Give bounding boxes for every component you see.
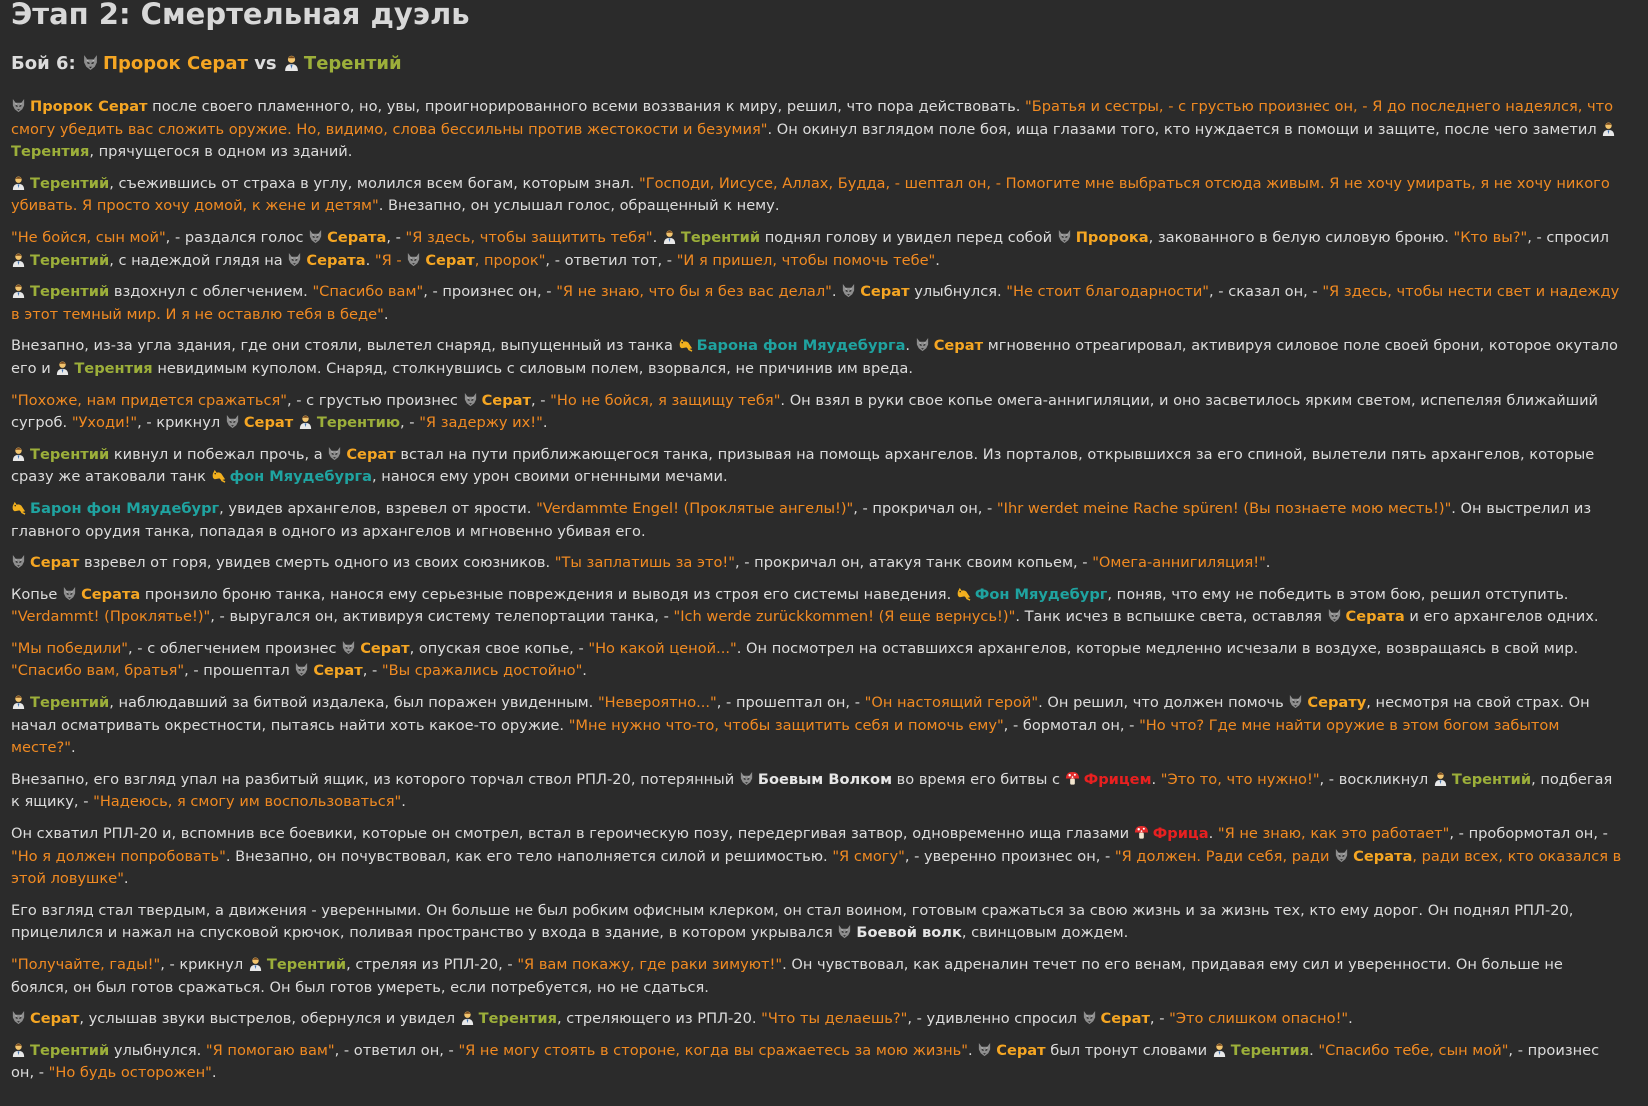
wolf-icon xyxy=(327,446,342,461)
dialogue-quote: "Получайте, гады!" xyxy=(11,956,161,973)
narration-text: . xyxy=(905,337,915,355)
dialogue-quote: "Я не знаю, что бы я без вас делал" xyxy=(556,283,832,301)
dialogue-quote: "Я здесь, чтобы нести свет и надежду в этот темный мир. И я не оставлю тебя в беде" xyxy=(11,283,1620,323)
narration-text: . xyxy=(1265,554,1271,572)
dialogue-quote: "Невероятно..." xyxy=(597,694,717,712)
narration-text: , увидев архангелов, взревел от ярости. xyxy=(219,499,537,517)
story-paragraph xyxy=(11,900,1622,945)
narration-text: , стреляющего из РПЛ-20. xyxy=(557,1010,762,1028)
narration-text: , - крикнул xyxy=(137,414,225,432)
narration-text: , - уверенно произнес он, - xyxy=(904,847,1115,865)
battle-subtitle xyxy=(11,52,1622,76)
wolf-icon xyxy=(11,1010,26,1025)
narration-text: , - пробормотал он, - xyxy=(1449,825,1608,843)
wolf-icon xyxy=(1288,694,1303,709)
dialogue-quote: "Не стоит благодарности" xyxy=(1006,283,1210,301)
story-paragraph xyxy=(11,96,1622,164)
narration-text: . xyxy=(211,1064,217,1082)
dialogue-quote: , пророк" xyxy=(474,251,546,269)
narration-text: , поняв, что ему не победить в этом бою, решил отступить. xyxy=(1107,585,1569,603)
story-paragraph xyxy=(11,823,1622,891)
cat-icon xyxy=(956,586,971,601)
character-name-serat: Серат xyxy=(313,662,363,680)
person-icon xyxy=(1433,771,1448,786)
wolf-icon xyxy=(225,414,240,429)
narration-text: пронзило броню танка, нанося ему серьезные повреждения и выводя из строя его системы наведения. xyxy=(140,585,956,603)
battle-number: Бой 6: xyxy=(11,53,76,74)
narration-text: Копье xyxy=(11,585,63,603)
wolf-icon xyxy=(463,392,478,407)
dialogue-quote: "Спасибо вам" xyxy=(312,283,424,301)
narration-text: во время его битвы с xyxy=(892,770,1065,788)
character-name-terentiy: Терентий xyxy=(30,251,110,269)
character-name-serat: Пророк Серат xyxy=(30,98,148,115)
versus-label: vs xyxy=(254,53,277,74)
narration-text: , - прошептал он, - xyxy=(716,694,865,712)
character-name-terentiy: Терентия xyxy=(478,1010,558,1028)
dialogue-quote: "Я помогаю вам" xyxy=(205,1041,335,1059)
character-name-terentiy: Терентию xyxy=(316,414,401,432)
dialogue-quote: "Это то, что нужно!" xyxy=(1160,770,1320,788)
person-icon xyxy=(298,414,313,429)
narration-text: , - удивленно спросил xyxy=(907,1010,1082,1028)
narration-text: . xyxy=(967,1041,978,1059)
dialogue-quote: "Я - xyxy=(374,251,407,269)
character-name-baron: Барон фон Мяудебург xyxy=(30,499,220,517)
wolf-icon xyxy=(11,98,26,113)
character-name-baron: Барона фон Мяудебурга xyxy=(696,337,906,355)
narration-text: . Он чувствовал, как адреналин течет по его венам, придавая ему сил и уверенности. Он больше не боялся, он был готов сражаться. Он был готов умереть, если потребуется, но не сдаться. xyxy=(11,956,1563,996)
narration-text: . Он взял в руки свое копье омега-аннигиляции, и оно засветилось ярким светом, испепеляя ближайший сугроб. xyxy=(11,391,1599,432)
dialogue-quote: "Но какой ценой..." xyxy=(588,639,737,657)
narration-text: , закованного в белую силовую броню. xyxy=(1148,228,1454,246)
narration-text: . xyxy=(365,251,375,269)
narration-text: Внезапно, из-за угла здания, где они стояли, вылетел снаряд, выпущенный из танка xyxy=(11,337,678,355)
wolf-icon xyxy=(1082,1010,1097,1025)
dialogue-quote: "Вы сражались достойно" xyxy=(381,662,583,680)
character-name-serat: Серат xyxy=(243,414,294,432)
character-name-terentiy: Терентия xyxy=(74,359,153,377)
narration-text: , - воскликнул xyxy=(1319,770,1433,788)
person-icon xyxy=(11,1042,26,1057)
narration-text: . Внезапно, он почувствовал, как его тело наполняется силой и решимостью. xyxy=(225,847,833,865)
wolf-icon xyxy=(1327,608,1342,623)
character-name-terentiy: Терентий xyxy=(680,228,761,246)
narration-text: и его архангелов одних. xyxy=(1404,608,1599,626)
dialogue-quote: , ради всех, кто оказался в этой ловушке" xyxy=(11,847,1622,888)
character-name-serat: Серат xyxy=(481,391,531,409)
narration-text: , - ответил тот, - xyxy=(545,251,677,269)
narration-text: , наблюдавший за битвой издалека, был поражен увиденным. xyxy=(109,694,598,712)
dialogue-quote: "Это слишком опасно!" xyxy=(1169,1010,1349,1028)
narration-text: невидимым куполом. Снаряд, столкнувшись с силовым полем, взорвался, не причинив им вреда. xyxy=(152,359,913,377)
narration-text: Он схватил РПЛ-20 и, вспомнив все боевики, которые он смотрел, встал в героическую позу, передергивая затвор, одновременно ища глазами xyxy=(11,825,1134,843)
story-paragraph xyxy=(11,954,1622,999)
character-name-serat: Пророка xyxy=(1075,228,1149,246)
character-name-wolf: Боевой волк xyxy=(856,924,962,942)
cat-icon xyxy=(211,468,226,483)
narration-text: . xyxy=(1151,770,1161,788)
dialogue-quote: "Надеюсь, я смогу им воспользоваться" xyxy=(93,793,402,811)
dialogue-quote: "Я смогу" xyxy=(832,847,905,865)
narration-text: , - xyxy=(1149,1010,1170,1028)
wolf-icon xyxy=(406,252,421,267)
narration-text: , - крикнул xyxy=(160,956,248,973)
narration-text: , нанося ему урон своими огненными мечами. xyxy=(372,468,728,486)
dialogue-quote: "Братья и сестры, - с грустью произнес он, - Я до последнего надеялся, что смогу убедить вас сложить оружие. Но, видимо, слова бессильны против жестокости и безумия" xyxy=(11,98,1614,138)
fighter-1-name: Пророк Серат xyxy=(102,53,248,74)
person-icon xyxy=(55,360,70,375)
dialogue-quote: "И я пришел, чтобы помочь тебе" xyxy=(676,251,936,269)
narration-text: , - сказал он, - xyxy=(1209,283,1323,301)
narration-text: , свинцовым дождем. xyxy=(961,924,1129,942)
dialogue-quote: "Я не могу стоять в стороне, когда вы сражаетесь за мою жизнь" xyxy=(458,1041,968,1059)
narration-text: . xyxy=(1309,1041,1319,1059)
narration-text: Внезапно, его взгляд упал на разбитый ящик, из которого торчал ствол РПЛ-20, потерянный xyxy=(11,770,739,788)
narration-text: , съежившись от страха в углу, молился всем богам, которым знал. xyxy=(109,174,639,192)
narration-text: . xyxy=(542,414,548,432)
narration-text: , - с облегчением произнес xyxy=(128,639,342,657)
character-name-serat: Серат xyxy=(996,1041,1046,1059)
narration-text: . xyxy=(401,793,406,811)
wolf-icon xyxy=(977,1042,992,1057)
wolf-icon xyxy=(1057,229,1072,244)
story-paragraph xyxy=(11,638,1622,683)
narration-text: . Он выстрелил из главного орудия танка, попадая в одного из архангелов и мгновенно убивая его. xyxy=(11,499,1592,540)
narration-text: , - прошептал xyxy=(184,662,295,680)
character-name-serat: Серат xyxy=(1100,1010,1150,1028)
story-body xyxy=(11,96,1622,1085)
narration-text: вздохнул с облегчением. xyxy=(109,283,313,301)
narration-text: Его взгляд стал твердым, а движения - уверенными. Он больше не был робким офисным клерком, он стал воином, готовым сражаться за свою жизнь и за жизнь тех, кто ему дорог. Он поднял РПЛ-20, прицелился и нажал на спусковой крючок, поливая пространство у входа в здание, в котором укрывался xyxy=(11,901,1574,942)
fighter-2-name: Терентий xyxy=(303,53,402,74)
character-name-serat: Серата xyxy=(1353,847,1413,865)
narration-text: . Он окинул взглядом поле боя, ища глазами того, кто нуждается в помощи и защите, после чего заметил xyxy=(767,120,1602,138)
wolf-icon xyxy=(62,586,77,601)
story-paragraph xyxy=(11,769,1622,814)
wolf-icon xyxy=(82,54,99,71)
story-paragraph xyxy=(11,173,1622,218)
wolf-icon xyxy=(287,252,302,267)
dialogue-quote: "Но я должен попробовать" xyxy=(11,847,226,865)
dialogue-quote: "Спасибо вам, братья" xyxy=(11,662,185,680)
character-name-fritz: Фрицем xyxy=(1083,770,1152,788)
dialogue-quote: "Омега-аннигиляция!" xyxy=(1092,554,1266,572)
narration-text: . Он решил, что должен помочь xyxy=(1038,694,1289,712)
narration-text: . Он посмотрел на оставшихся архангелов, которые медленно исчезали в воздухе, возвращаясь в свой мир. xyxy=(736,639,1579,657)
narration-text: , прячущегося в одном из зданий. xyxy=(89,143,353,161)
dialogue-quote: "Спасибо тебе, сын мой" xyxy=(1318,1041,1509,1059)
cat-icon xyxy=(678,337,693,352)
wolf-icon xyxy=(294,662,309,677)
story-paragraph xyxy=(11,227,1622,272)
character-name-serat: Серат xyxy=(860,283,910,301)
narration-text: , с надеждой глядя на xyxy=(109,251,288,269)
mushroom-icon xyxy=(1134,825,1149,840)
character-name-terentiy: Терентий xyxy=(30,694,110,712)
dialogue-quote: "Но не бойся, я защищу тебя" xyxy=(550,391,781,409)
person-icon xyxy=(1601,121,1616,136)
dialogue-quote: "Мне нужно что-то, чтобы защитить себя и помочь ему" xyxy=(568,716,1004,734)
character-name-terentiy: Терентий xyxy=(30,1041,110,1059)
character-name-serat: Серат xyxy=(933,337,984,355)
character-name-serat: Серата xyxy=(1345,608,1405,626)
narration-text: . xyxy=(123,870,129,888)
story-paragraph xyxy=(11,552,1622,575)
person-icon xyxy=(11,283,26,298)
character-name-terentiy: Терентия xyxy=(11,143,90,161)
narration-text: . xyxy=(1208,825,1218,843)
wolf-icon xyxy=(739,771,754,786)
person-icon xyxy=(11,694,26,709)
person-icon xyxy=(283,54,300,71)
wolf-icon xyxy=(915,337,930,352)
person-icon xyxy=(662,229,677,244)
narration-text: улыбнулся. xyxy=(109,1041,206,1059)
narration-text: . xyxy=(1348,1010,1353,1028)
dialogue-quote: "Verdammt! (Проклятье!)" xyxy=(11,608,211,626)
narration-text: , - выругался он, активируя систему телепортации танка, - xyxy=(210,608,674,626)
narration-text: , - xyxy=(362,662,382,680)
narration-text: . xyxy=(383,305,389,323)
narration-text: . Танк исчез в вспышке света, оставляя xyxy=(1015,608,1327,626)
narration-text: , подбегая к ящику, - xyxy=(11,770,1613,811)
narration-text: , - xyxy=(530,391,551,409)
narration-text: , - произнес он, - xyxy=(423,283,557,301)
character-name-serat: Серат xyxy=(425,251,475,269)
narration-text: , - спросил xyxy=(1527,228,1609,246)
narration-text: . Внезапно, он услышал голос, обращенный к нему. xyxy=(378,197,780,215)
story-paragraph xyxy=(11,584,1622,629)
narration-text: после своего пламенного, но, увы, проигнорированного всеми воззвания к миру, решил, что пора действовать. xyxy=(147,98,1026,115)
story-paragraph xyxy=(11,498,1622,543)
character-name-terentiy: Терентий xyxy=(1451,770,1532,788)
dialogue-quote: "Я здесь, чтобы защитить тебя" xyxy=(405,228,653,246)
narration-text: мгновенно отреагировал, активируя силовое поле своей брони, которое окутало его и xyxy=(11,337,1618,377)
narration-text: , - xyxy=(386,228,406,246)
character-name-serat: Серат xyxy=(30,554,80,572)
person-icon xyxy=(11,446,26,461)
cat-icon xyxy=(11,500,26,515)
narration-text: . xyxy=(831,283,842,301)
character-name-serat: Серату xyxy=(1307,694,1367,712)
character-name-terentiy: Терентий xyxy=(30,174,110,192)
dialogue-quote: "Он настоящий герой" xyxy=(864,694,1039,712)
page-title: Этап 2: Смертельная дуэль xyxy=(11,0,470,31)
wolf-icon xyxy=(1334,848,1349,863)
character-name-wolf: Боевым Волком xyxy=(757,770,893,788)
character-name-serat: Серата xyxy=(306,251,366,269)
story-paragraph xyxy=(11,692,1622,760)
narration-text: поднял голову и увидел перед собой xyxy=(760,228,1057,246)
person-icon xyxy=(11,252,26,267)
story-paragraph xyxy=(11,444,1622,489)
narration-text: , - раздался голос xyxy=(165,228,309,246)
narration-text: , - прокричал он, атакуя танк своим копьем, - xyxy=(735,554,1093,572)
story-paragraph xyxy=(11,1040,1622,1085)
character-name-baron: Фон Мяудебург xyxy=(974,585,1108,603)
narration-text: кивнул и побежал прочь, а xyxy=(109,445,328,463)
character-name-terentiy: Терентий xyxy=(30,283,110,301)
dialogue-quote: "Не бойся, сын мой" xyxy=(11,228,166,246)
narration-text: . xyxy=(652,228,662,246)
narration-text: , опуская свое копье, - xyxy=(409,639,589,657)
dialogue-quote: "Но будь осторожен" xyxy=(48,1064,212,1082)
dialogue-quote: "Verdammte Engel! (Проклятые ангелы!)" xyxy=(536,499,854,517)
narration-text: улыбнулся. xyxy=(909,283,1007,301)
character-name-serat: Серат xyxy=(346,445,396,463)
character-name-terentiy: Терентия xyxy=(1230,1041,1310,1059)
character-name-baron: фон Мяудебурга xyxy=(229,468,372,486)
narration-text: , стреляя из РПЛ-20, - xyxy=(346,956,518,973)
story-paragraph xyxy=(11,281,1622,326)
dialogue-quote: "Кто вы?" xyxy=(1453,228,1528,246)
dialogue-quote: "Похоже, нам придется сражаться" xyxy=(11,391,287,409)
narration-text: , - прокричал он, - xyxy=(853,499,997,517)
dialogue-quote: "Я задержу их!" xyxy=(419,414,543,432)
narration-text: , - с грустью произнес xyxy=(286,391,463,409)
dialogue-quote: "Я вам покажу, где раки зимуют!" xyxy=(517,956,783,973)
dialogue-quote: "Мы победили" xyxy=(11,639,129,657)
narration-text: , - ответил он, - xyxy=(334,1041,459,1059)
narration-text: . xyxy=(582,662,587,680)
narration-text: . xyxy=(70,739,76,757)
dialogue-quote: "Ihr werdet meine Rache spüren! (Вы познаете мою месть!)" xyxy=(996,499,1452,517)
dialogue-quote: "Но что? Где мне найти оружие в этом богом забытом месте?" xyxy=(11,716,1560,757)
narration-text: . xyxy=(935,251,940,269)
character-name-fritz: Фрица xyxy=(1152,825,1209,843)
narration-text: , - xyxy=(400,414,420,432)
dialogue-quote: "Я не знаю, как это работает" xyxy=(1217,825,1450,843)
mushroom-icon xyxy=(1065,771,1080,786)
narration-text: , - бормотал он, - xyxy=(1003,716,1140,734)
story-paragraph xyxy=(11,335,1622,380)
character-name-serat: Серата xyxy=(327,228,387,246)
person-icon xyxy=(1212,1042,1227,1057)
dialogue-quote: "Уходи!" xyxy=(71,414,138,432)
dialogue-quote: "Господи, Иисусе, Аллах, Будда, - шептал он, - Помогите мне выбраться отсюда живым. Я не хочу умирать, я не хочу никого убивать. Я просто хочу домой, к жене и детям" xyxy=(11,174,1610,215)
dialogue-quote: "Ты заплатишь за это!" xyxy=(554,554,735,572)
narration-text: взревел от горя, увидев смерть одного из своих союзников. xyxy=(79,554,555,572)
dialogue-quote: "Я должен. Ради себя, ради xyxy=(1114,847,1335,865)
character-name-serat: Серат xyxy=(360,639,410,657)
narration-text: встал на пути приближающегося танка, призывая на помощь архангелов. Из порталов, открывшихся за его спиной, вылетели пять архангелов, которые сразу же атаковали танк xyxy=(11,445,1595,486)
person-icon xyxy=(248,956,263,971)
narration-text: был тронут словами xyxy=(1045,1041,1212,1059)
character-name-terentiy: Терентий xyxy=(266,956,347,973)
character-name-serat: Серат xyxy=(30,1010,80,1028)
dialogue-quote: "Что ты делаешь?" xyxy=(761,1010,908,1028)
person-icon xyxy=(11,175,26,190)
wolf-icon xyxy=(841,283,856,298)
story-paragraph xyxy=(11,1008,1622,1031)
character-name-serat: Серата xyxy=(81,585,141,603)
person-icon xyxy=(460,1010,475,1025)
wolf-icon xyxy=(11,554,26,569)
wolf-icon xyxy=(308,229,323,244)
narration-text: , услышав звуки выстрелов, обернулся и увидел xyxy=(79,1010,460,1028)
character-name-terentiy: Терентий xyxy=(30,445,110,463)
narration-text: , несмотря на свой страх. Он начал осматривать окрестности, пытаясь найти хоть какое-то оружие. xyxy=(11,694,1590,734)
narration-text: , - произнес он, - xyxy=(11,1041,1600,1082)
wolf-icon xyxy=(341,640,356,655)
story-paragraph xyxy=(11,390,1622,435)
wolf-icon xyxy=(837,924,852,939)
dialogue-quote: "Ich werde zurückkommen! (Я еще вернусь!)" xyxy=(673,608,1016,626)
